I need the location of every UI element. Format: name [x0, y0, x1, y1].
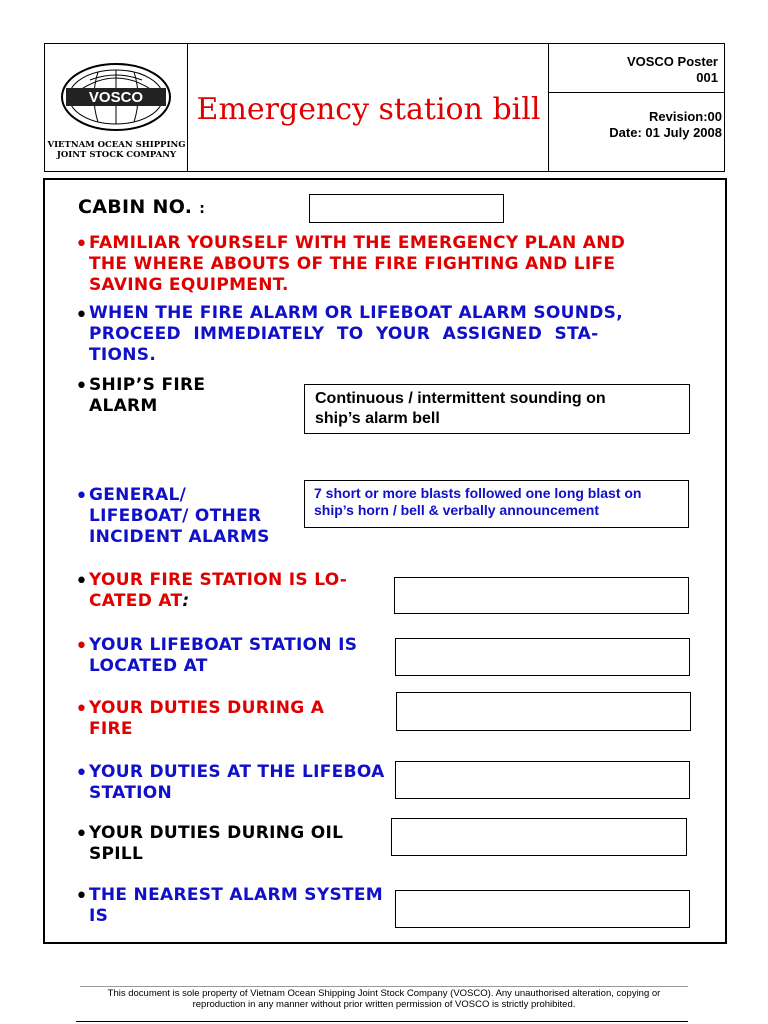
document-title: Emergency station bill: [196, 92, 541, 127]
lifeboat-station-label: [89, 635, 357, 677]
bullet: •: [75, 374, 88, 399]
title-cell: [188, 44, 549, 171]
fire-alarm-note-line2: ship’s alarm bell: [315, 410, 440, 427]
date-text: Date: 01 July 2008: [609, 125, 722, 140]
duties-oil-label: [89, 823, 343, 865]
bullet: •: [75, 232, 88, 257]
fire-station-label-line2: CATED AT: [89, 591, 183, 611]
fire-alarm-label-line2: ALARM: [89, 396, 158, 416]
general-alarm-note-line1: 7 short or more blasts followed one long blast on: [314, 485, 642, 501]
document-meta-cell: [549, 44, 724, 171]
revision-text: Revision:00: [649, 109, 722, 124]
bullet: •: [75, 822, 88, 847]
fire-station-label-line1: YOUR FIRE STATION IS LO-: [89, 570, 348, 590]
fire-station-label: [89, 570, 347, 612]
instruction-familiarize-line2: THE WHERE ABOUTS OF THE FIRE FIGHTING AND LIFE: [89, 254, 616, 274]
general-alarm-signal-note: [304, 480, 689, 528]
company-name-line2: JOINT STOCK COMPANY: [56, 150, 177, 160]
duties-oil-label-line2: SPILL: [89, 844, 144, 864]
general-alarm-label-line2: LIFEBOAT/ OTHER: [89, 506, 262, 526]
bullet: •: [75, 569, 88, 594]
instruction-proceed-line2: PROCEED IMMEDIATELY TO YOUR ASSIGNED STA-: [89, 324, 599, 344]
fire-station-field[interactable]: [394, 577, 689, 614]
instruction-familiarize: [89, 233, 691, 296]
fire-alarm-label: [89, 375, 205, 417]
duties-oil-field[interactable]: [391, 818, 687, 856]
revision-info: [609, 109, 722, 141]
duties-lifeboat-label-line2: STATION: [89, 783, 173, 803]
footer-rule: [80, 986, 688, 987]
vosco-logo: [60, 62, 172, 132]
duties-lifeboat-label-line1: YOUR DUTIES AT THE LIFEBOA: [89, 762, 385, 782]
bullet: •: [75, 884, 88, 909]
duties-lifeboat-field[interactable]: [395, 761, 690, 799]
footer-line1: This document is sole property of Vietnam Ocean Shipping Joint Stock Company (VOSCO). Any unauthorised alteration, copying or: [107, 988, 661, 999]
footer-disclaimer: [80, 988, 688, 1010]
lifeboat-station-label-line1: YOUR LIFEBOAT STATION IS: [89, 635, 358, 655]
duties-fire-label: [89, 698, 324, 740]
duties-oil-label-line1: YOUR DUTIES DURING OIL: [89, 823, 344, 843]
cabin-colon: :: [199, 201, 206, 217]
duties-fire-label-line1: YOUR DUTIES DURING A: [89, 698, 325, 718]
doc-id-line1: VOSCO Poster: [626, 54, 718, 69]
document-header: [44, 43, 725, 172]
nearest-alarm-label: [89, 885, 399, 927]
general-alarm-note-line2: ship’s horn / bell & verbally announcement: [314, 502, 599, 518]
duties-fire-label-line2: FIRE: [89, 719, 133, 739]
instruction-proceed-line1: WHEN THE FIRE ALARM OR LIFEBOAT ALARM SOUNDS,: [89, 303, 623, 323]
nearest-alarm-label-line1: THE NEAREST ALARM SYSTEM: [89, 885, 384, 905]
bottom-rule: [76, 1021, 688, 1022]
fire-alarm-signal-note: [304, 384, 690, 434]
nearest-alarm-label-line2: IS: [89, 906, 109, 926]
fire-alarm-note-line1: Continuous / intermittent sounding on: [315, 390, 606, 407]
company-name: [45, 140, 188, 160]
bullet: •: [75, 484, 88, 509]
meta-divider: [549, 92, 724, 93]
footer-line2: reproduction in any manner without prior written permission of VOSCO is strictly prohibited.: [192, 999, 576, 1010]
cabin-number-field[interactable]: [309, 194, 504, 223]
lifeboat-station-field[interactable]: [395, 638, 690, 676]
fire-alarm-label-line1: SHIP’S FIRE: [89, 375, 206, 395]
fire-station-colon: :: [182, 591, 190, 611]
duties-fire-field[interactable]: [396, 692, 691, 731]
general-alarm-label-line3: INCIDENT ALARMS: [89, 527, 270, 547]
instruction-proceed-line3: TIONS.: [89, 345, 157, 365]
bullet: •: [75, 761, 88, 786]
instruction-familiarize-line1: FAMILIAR YOURSELF WITH THE EMERGENCY PLAN AND: [89, 233, 626, 253]
instruction-familiarize-line3: SAVING EQUIPMENT.: [89, 275, 289, 295]
instruction-proceed: [89, 303, 691, 366]
general-alarm-label: [89, 485, 270, 548]
lifeboat-station-label-line2: LOCATED AT: [89, 656, 208, 676]
bullet: •: [75, 697, 88, 722]
cabin-label-text: CABIN NO.: [78, 196, 193, 218]
company-name-line1: VIETNAM OCEAN SHIPPING: [47, 140, 186, 150]
cabin-label: [78, 197, 205, 220]
bullet: •: [75, 634, 88, 659]
duties-lifeboat-label: [89, 762, 399, 804]
nearest-alarm-field[interactable]: [395, 890, 690, 928]
general-alarm-label-line1: GENERAL/: [89, 485, 187, 505]
logo-cell: [45, 44, 188, 171]
doc-id: [627, 54, 718, 86]
logo-text: VOSCO: [88, 89, 144, 106]
doc-id-line2: 001: [696, 70, 718, 85]
bullet: •: [75, 303, 88, 328]
